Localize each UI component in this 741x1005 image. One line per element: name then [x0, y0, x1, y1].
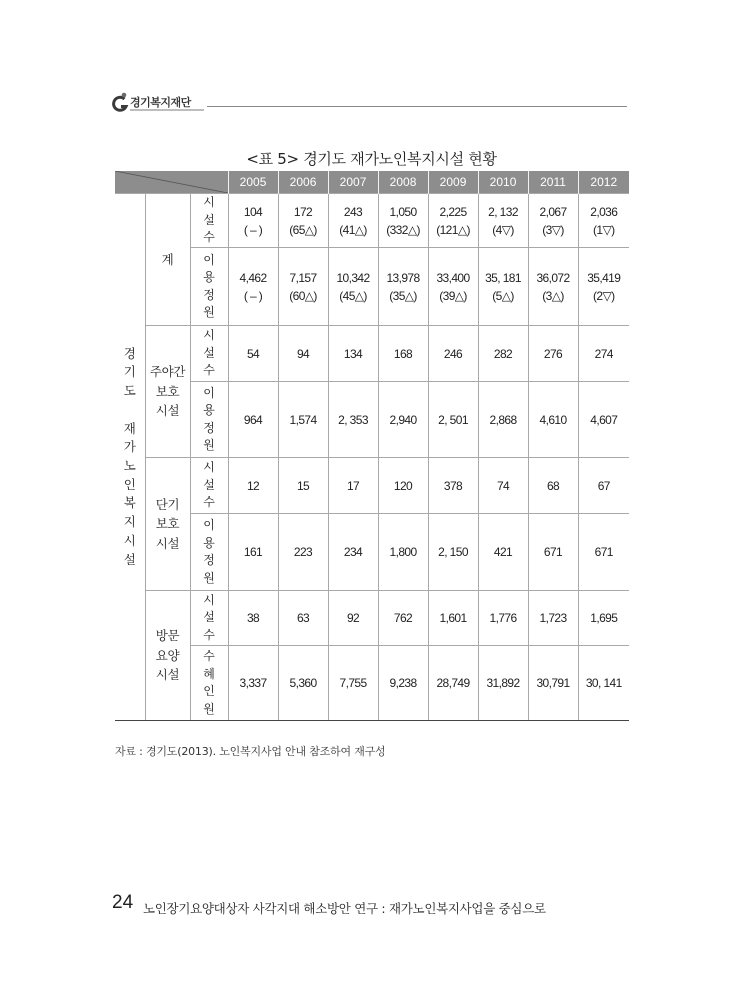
cell-change: (39△): [439, 288, 467, 303]
row-label-text: 이용정원: [203, 252, 215, 319]
table-cell: [478, 194, 528, 248]
table-cell: 28,749: [428, 646, 478, 721]
year-header: 2007: [328, 171, 378, 194]
group-label-line: 보호: [155, 383, 180, 399]
table-cell: 276: [528, 326, 578, 382]
table-cell: 168: [378, 326, 428, 382]
group-label-line: 주야간: [149, 364, 186, 380]
cell-change: (35△): [389, 288, 417, 303]
table-row: [115, 514, 629, 591]
corner-cell: [115, 171, 228, 194]
cell-value: 172: [293, 204, 313, 219]
table-cell: [228, 194, 278, 248]
cell-value: 2,036: [590, 204, 618, 219]
group-label: [145, 458, 190, 591]
table-cell: 282: [478, 326, 528, 382]
group-label-line: 단기: [155, 496, 180, 512]
table-cell: 2, 150: [428, 514, 478, 591]
region-label: [115, 194, 145, 721]
table-cell: 67: [578, 458, 629, 514]
table-cell: 1,574: [278, 382, 328, 458]
group-label-line: 시설: [155, 535, 180, 551]
table-cell: 30,791: [528, 646, 578, 721]
row-label-text: 이용정원: [203, 518, 215, 585]
group-label: [145, 591, 190, 721]
cell-change: (1▽): [593, 222, 615, 237]
table-row: [115, 646, 629, 721]
group-label-line: 보호: [155, 516, 180, 532]
cell-change: (65△): [289, 222, 317, 237]
cell-value: 2,067: [539, 204, 567, 219]
cell-change: (121△): [436, 222, 470, 237]
cell-change: (41△): [339, 222, 367, 237]
table-cell: [578, 248, 629, 326]
table-cell: 2, 501: [428, 382, 478, 458]
table-cell: 68: [528, 458, 578, 514]
table-cell: 3,337: [228, 646, 278, 721]
table-cell: 30, 141: [578, 646, 629, 721]
org-name: 경기복지재단: [130, 96, 191, 109]
table-cell: [478, 248, 528, 326]
row-label-text: 시설수: [203, 195, 215, 245]
table-cell: 421: [478, 514, 528, 591]
cell-change: (60△): [289, 288, 317, 303]
table-cell: 1,776: [478, 591, 528, 646]
table-row: [115, 382, 629, 458]
group-label-line: 시설: [155, 403, 180, 419]
table-cell: 161: [228, 514, 278, 591]
year-header: 2011: [528, 171, 578, 194]
cell-change: (2▽): [593, 288, 615, 303]
header-row: [115, 171, 629, 194]
table-cell: 378: [428, 458, 478, 514]
table-cell: 38: [228, 591, 278, 646]
source-note: 자료 : 경기도(2013). 노인복지사업 안내 참조하여 재구성: [115, 745, 386, 758]
row-label-text: 시설수: [203, 328, 215, 378]
table-cell: [428, 194, 478, 248]
table-cell: 9,238: [378, 646, 428, 721]
table-cell: 2, 353: [328, 382, 378, 458]
facility-status-table: [115, 171, 629, 721]
table-cell: 234: [328, 514, 378, 591]
table-cell: 4,610: [528, 382, 578, 458]
group-label-line: 방문: [155, 628, 180, 644]
year-header: 2008: [378, 171, 428, 194]
row-label: [190, 326, 228, 382]
table-cell: [528, 194, 578, 248]
table-cell: 5,360: [278, 646, 328, 721]
page-number: 24: [112, 892, 134, 913]
table-cell: 74: [478, 458, 528, 514]
running-footer-title: 노인장기요양대상자 사각지대 해소방안 연구 : 재가노인복지사업을 중심으로: [143, 901, 546, 916]
cell-value: 7,157: [289, 270, 317, 285]
group-label: [145, 326, 190, 458]
table-row: [115, 248, 629, 326]
cell-value: 1,050: [389, 204, 417, 219]
table-cell: [378, 248, 428, 326]
cell-value: 33,400: [436, 270, 470, 285]
table-cell: [378, 194, 428, 248]
region-label-line: 경기도: [123, 345, 136, 399]
row-label: [190, 646, 228, 721]
table-cell: [278, 248, 328, 326]
cell-change: (3△): [542, 288, 564, 303]
row-label-text: 시설수: [203, 592, 215, 642]
cell-value: 4,462: [239, 270, 267, 285]
cell-change: (4▽): [492, 222, 514, 237]
table-cell: 12: [228, 458, 278, 514]
table-cell: [578, 194, 629, 248]
table-row: [115, 194, 629, 248]
row-label: [190, 458, 228, 514]
table-cell: 7,755: [328, 646, 378, 721]
row-label-text: 수혜인원: [203, 649, 215, 716]
row-label-text: 이용정원: [203, 385, 215, 452]
table-cell: 671: [578, 514, 629, 591]
table-cell: 274: [578, 326, 629, 382]
table-cell: [328, 194, 378, 248]
region-label-line: 재가노인복지시설: [123, 420, 136, 567]
group-label-line: 요양: [155, 647, 180, 663]
row-label: [190, 194, 228, 248]
cell-change: ( – ): [243, 288, 263, 303]
cell-change: (3▽): [542, 222, 564, 237]
row-label: [190, 382, 228, 458]
table-cell: 17: [328, 458, 378, 514]
table-cell: 1,800: [378, 514, 428, 591]
row-label: [190, 514, 228, 591]
cell-change: ( – ): [243, 222, 263, 237]
table-cell: 120: [378, 458, 428, 514]
row-label-text: 시설수: [203, 460, 215, 510]
row-label: [190, 591, 228, 646]
table-cell: 4,607: [578, 382, 629, 458]
table-cell: 2,868: [478, 382, 528, 458]
table-cell: 964: [228, 382, 278, 458]
table-cell: 246: [428, 326, 478, 382]
logo-tagline: [130, 109, 204, 111]
table-cell: 15: [278, 458, 328, 514]
table-cell: [278, 194, 328, 248]
year-header: 2005: [228, 171, 278, 194]
cell-value: 2,225: [439, 204, 467, 219]
table-cell: 63: [278, 591, 328, 646]
cell-value: 35, 181: [485, 270, 521, 285]
year-header: 2009: [428, 171, 478, 194]
foundation-logo-icon: [111, 91, 129, 119]
year-header: 2006: [278, 171, 328, 194]
table-row: [115, 458, 629, 514]
cell-change: (5△): [492, 288, 514, 303]
table-cell: [328, 248, 378, 326]
cell-value: 10,342: [336, 270, 370, 285]
table-cell: [228, 248, 278, 326]
cell-value: 13,978: [386, 270, 420, 285]
group-label-line: 시설: [155, 667, 180, 683]
cell-change: (45△): [339, 288, 367, 303]
table-row: [115, 591, 629, 646]
cell-value: 35,419: [587, 270, 621, 285]
group-label-line: 계: [161, 251, 174, 267]
table-cell: 31,892: [478, 646, 528, 721]
header-rule: [207, 106, 627, 107]
table-cell: 2,940: [378, 382, 428, 458]
table-cell: 94: [278, 326, 328, 382]
cell-value: 36,072: [536, 270, 570, 285]
group-label: [145, 194, 190, 326]
table-cell: 762: [378, 591, 428, 646]
row-label: [190, 248, 228, 326]
table-cell: 92: [328, 591, 378, 646]
table-cell: 223: [278, 514, 328, 591]
table-cell: 1,601: [428, 591, 478, 646]
cell-value: 104: [243, 204, 263, 219]
table-cell: 54: [228, 326, 278, 382]
table-cell: 671: [528, 514, 578, 591]
cell-value: 243: [343, 204, 363, 219]
year-header: 2010: [478, 171, 528, 194]
table-cell: [528, 248, 578, 326]
year-header: 2012: [578, 171, 629, 194]
table-row: [115, 326, 629, 382]
table-cell: 134: [328, 326, 378, 382]
table-caption: <표 5> 경기도 재가노인복지시설 현황: [246, 150, 497, 168]
table-cell: [428, 248, 478, 326]
cell-change: (332△): [386, 222, 420, 237]
cell-value: 2, 132: [488, 204, 518, 219]
table-cell: 1,723: [528, 591, 578, 646]
table-cell: 1,695: [578, 591, 629, 646]
